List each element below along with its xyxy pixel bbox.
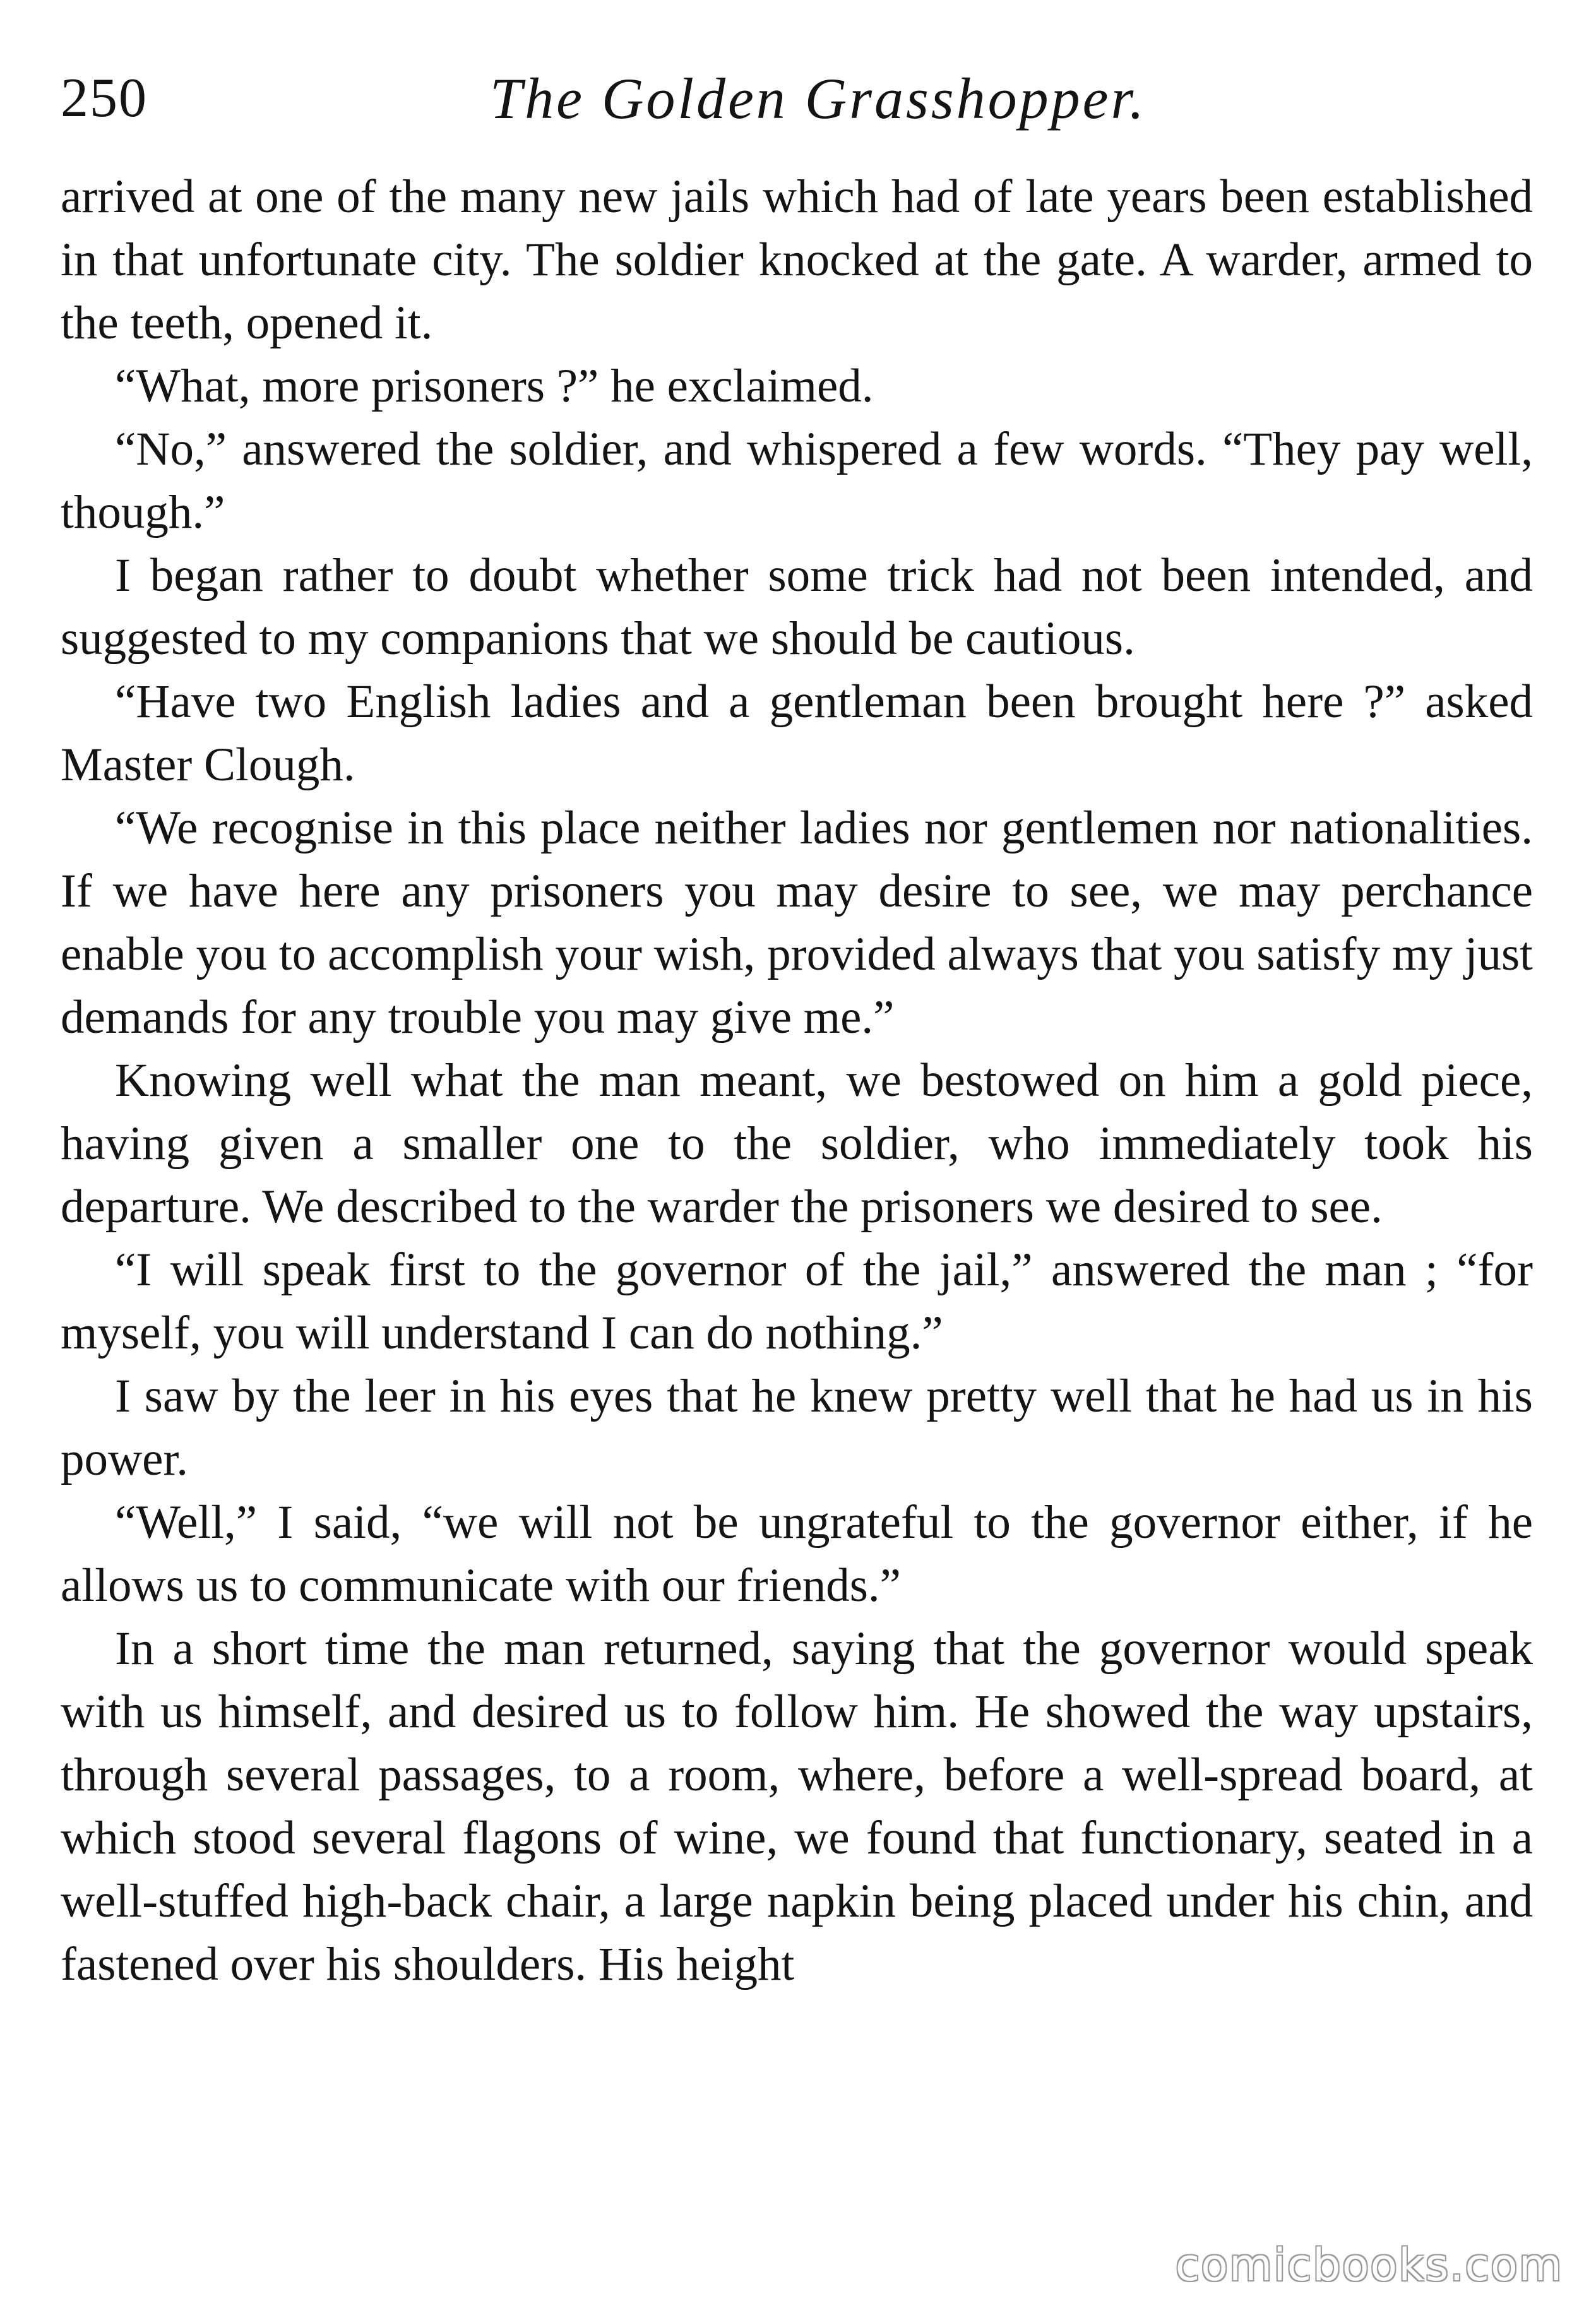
paragraph: I saw by the leer in his eyes that he knew pretty well that he had us in his power. [61,1370,1533,1485]
paragraph: “We recognise in this place neither ladies nor gentlemen nor nationalities. If we have here any prisoners you may desire to see, we may perchance enable you to accomplish your wish, provided always that you satisfy my just demands for any trouble you may give me.” [61,802,1533,1044]
paragraph: Knowing well what the man meant, we bestowed on him a gold piece, having given a smaller one to the soldier, who immediately took his departure. We described to the warder the prisoners we desired to see. [61,1054,1533,1233]
watermark: comicbooks.com [1175,2239,1563,2291]
paragraph: In a short time the man returned, saying that the governor would speak with us himself, and desired us to follow him. He showed the way upstairs, through several passages, to a room, where, before a well-spread board, at which stood several flagons of wine, we found that functionary, seated in a well-stuffed high-back chair, a large napkin being placed under his chin, and fastened over his shoulders. His height [61,1622,1533,1990]
paragraph: arrived at one of the many new jails which had of late years been established in that unfortunate city. The soldier knocked at the gate. A warder, armed to the teeth, opened it. [61,170,1533,349]
paragraph: “Have two English ladies and a gentleman been brought here ?” asked Master Clough. [61,675,1533,791]
running-title: The Golden Grasshopper. [489,66,1147,131]
page-header [61,61,1538,136]
paragraph: “No,” answered the soldier, and whispered a few words. “They pay well, though.” [61,423,1533,538]
paragraph: “Well,” I said, “we will not be ungrateful to the governor either, if he allows us to communicate with our friends.” [61,1496,1533,1612]
paragraph: I began rather to doubt whether some trick had not been intended, and suggested to my companions that we should be cautious. [61,549,1533,665]
paragraph: “What, more prisoners ?” he exclaimed. [115,360,874,412]
body-text [61,165,1533,1996]
page-number: 250 [61,68,148,129]
paragraph: “I will speak first to the governor of the jail,” answered the man ; “for myself, you will understand I can do nothing.” [61,1244,1533,1359]
